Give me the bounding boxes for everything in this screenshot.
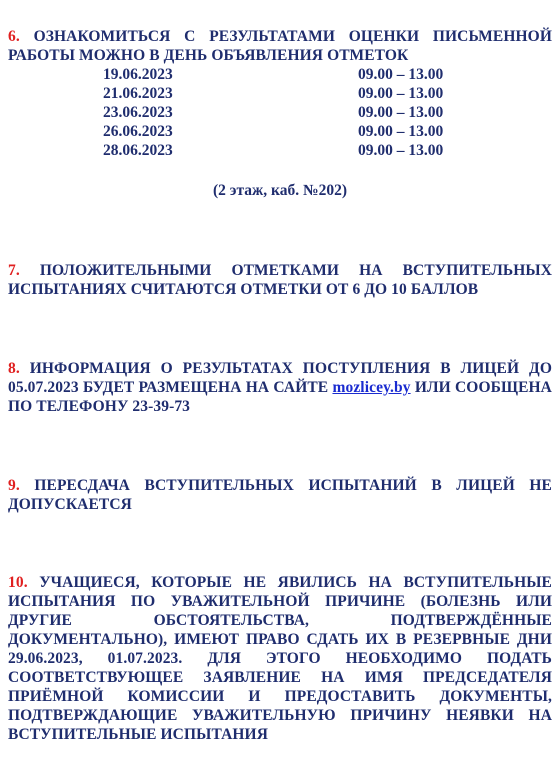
section-7-text: ПОЛОЖИТЕЛЬНЫМИ ОТМЕТКАМИ НА ВСТУПИТЕЛЬНЫХ ИСПЫТАНИЯХ СЧИТАЮТСЯ ОТМЕТКИ ОТ 6 ДО 10 БАЛЛОВ (8, 262, 552, 298)
section-10-number: 10. (8, 574, 28, 591)
schedule-time: 09.00 – 13.00 (358, 104, 444, 121)
section-8-text-after: ИЛИ СООБЩЕНА ПО ТЕЛЕФОНУ 23-39-73 (8, 379, 552, 415)
section-9-number: 9. (8, 477, 20, 494)
section-6 (8, 27, 552, 65)
schedule-row (8, 141, 552, 160)
section-10 (8, 573, 552, 744)
section-7-number: 7. (8, 262, 20, 279)
section-10-text: УЧАЩИЕСЯ, КОТОРЫЕ НЕ ЯВИЛИСЬ НА ВСТУПИТЕЛЬНЫЕ ИСПЫТАНИЯ ПО УВАЖИТЕЛЬНОЙ ПРИЧИНЕ (БОЛЕЗНЬ ИЛИ ДРУГИЕ ОБСТОЯТЕЛЬСТВА, ПОДТВЕРЖДЁННЫЕ ДОКУМЕНТАЛЬНО), ИМЕЮТ ПРАВО СДАТЬ ИХ В РЕЗЕРВНЫЕ ДНИ 29.06.2023, 01.07.2023. ДЛЯ ЭТОГО НЕОБХОДИМО ПОДАТЬ СООТВЕТСТВУЮЩЕЕ ЗАЯВЛЕНИЕ НА ИМЯ ПРЕДСЕДАТЕЛЯ ПРИЁМНОЙ КОМИССИИ И ПРЕДОСТАВИТЬ ДОКУМЕНТЫ, ПОДТВЕРЖДАЮЩИЕ УВАЖИТЕЛЬНУЮ ПРИЧИНУ НЕЯВКИ НА ВСТУПИТЕЛЬНЫЕ ИСПЫТАНИЯ (8, 574, 552, 743)
room-note: (2 этаж, каб. №202) (213, 182, 347, 199)
schedule-time: 09.00 – 13.00 (358, 142, 444, 159)
schedule-date: 23.06.2023 (103, 104, 173, 121)
schedule-time: 09.00 – 13.00 (358, 85, 444, 102)
schedule-row (8, 84, 552, 103)
schedule-row (8, 103, 552, 122)
section-8-text-before: ИНФОРМАЦИЯ О РЕЗУЛЬТАТАХ ПОСТУПЛЕНИЯ В ЛИЦЕЙ ДО 05.07.2023 БУДЕТ РАЗМЕЩЕНА НА САЙТЕ (8, 360, 552, 396)
section-9 (8, 476, 552, 514)
schedule-row (8, 65, 552, 84)
section-8-number: 8. (8, 360, 20, 377)
schedule-time: 09.00 – 13.00 (358, 66, 444, 83)
schedule-table (8, 65, 552, 160)
section-6-text: ОЗНАКОМИТЬСЯ С РЕЗУЛЬТАТАМИ ОЦЕНКИ ПИСЬМЕННОЙ РАБОТЫ МОЖНО В ДЕНЬ ОБЪЯВЛЕНИЯ ОТМЕТОК (8, 28, 552, 64)
schedule-date: 21.06.2023 (103, 85, 173, 102)
schedule-date: 26.06.2023 (103, 123, 173, 140)
section-6-number: 6. (8, 28, 20, 45)
schedule-date: 28.06.2023 (103, 142, 173, 159)
section-8 (8, 359, 552, 416)
schedule-date: 19.06.2023 (103, 66, 173, 83)
schedule-row (8, 122, 552, 141)
section-7 (8, 261, 552, 299)
website-link[interactable]: mozlicey.by (332, 379, 411, 396)
section-9-text: ПЕРЕСДАЧА ВСТУПИТЕЛЬНЫХ ИСПЫТАНИЙ В ЛИЦЕЙ НЕ ДОПУСКАЕТСЯ (8, 477, 552, 513)
schedule-time: 09.00 – 13.00 (358, 123, 444, 140)
